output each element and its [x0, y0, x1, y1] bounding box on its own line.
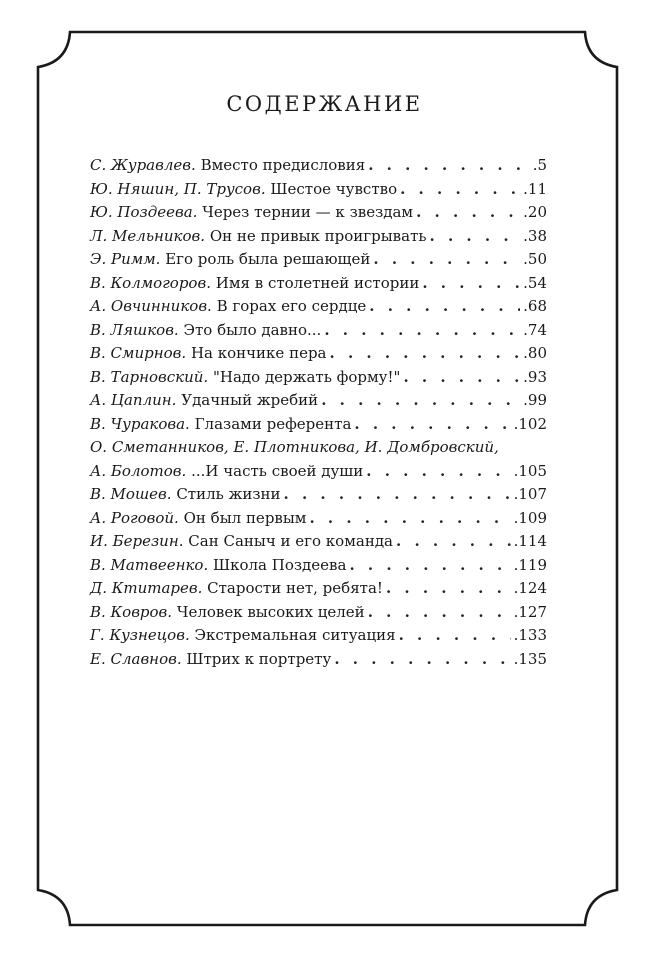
- toc-title: ...И часть своей души: [191, 461, 364, 480]
- dot-leader: [324, 321, 520, 339]
- toc-entry: [90, 203, 547, 227]
- dot-leader: [400, 180, 520, 198]
- toc-title: Штрих к портрету: [186, 649, 332, 668]
- dot-leader: [373, 250, 520, 268]
- toc-title: Глазами референта: [194, 414, 352, 433]
- toc-author: А. Овчинников.: [90, 297, 212, 315]
- toc-entry: [90, 250, 547, 274]
- toc-page-number: .102: [513, 414, 547, 433]
- page-title: СОДЕРЖАНИЕ: [226, 92, 423, 116]
- toc-entry: [90, 509, 547, 533]
- dot-leader: [349, 556, 510, 574]
- toc-author: В. Мошев.: [90, 485, 172, 503]
- toc-entry: [90, 344, 547, 368]
- toc-title: Его роль была решающей: [165, 250, 371, 268]
- dot-leader: [399, 626, 511, 644]
- toc-author: Э. Римм.: [90, 250, 161, 268]
- dot-leader: [386, 579, 511, 597]
- toc-author: В. Ляшков.: [90, 320, 179, 339]
- dot-leader: [330, 344, 521, 362]
- toc-entry: [90, 297, 547, 321]
- toc-page-number: .11: [523, 179, 547, 198]
- toc-author: С. Журавлев.: [90, 156, 196, 174]
- toc-entry: [90, 603, 547, 627]
- dot-leader: [430, 227, 521, 245]
- toc-author: В. Ковров.: [90, 602, 173, 621]
- toc-page-number: .93: [523, 367, 547, 386]
- toc-author: В. Смирнов.: [90, 344, 187, 362]
- dot-leader: [396, 532, 511, 550]
- toc-author: В. Тарновский.: [90, 367, 209, 386]
- toc-title: Имя в столетней истории: [215, 273, 420, 292]
- toc-entry: [90, 438, 547, 462]
- toc-page-number: .54: [523, 273, 547, 292]
- toc-page-number: .68: [523, 297, 547, 315]
- toc-page-number: .20: [523, 203, 547, 221]
- toc-title: Школа Поздеева: [213, 555, 347, 574]
- toc-page-number: .114: [513, 532, 547, 550]
- toc-page-number: .107: [513, 485, 547, 503]
- toc-entry: [90, 274, 547, 298]
- toc-title: Он не привык проигрывать: [209, 226, 427, 245]
- toc-title: Он был первым: [183, 508, 307, 527]
- toc-page-number: .109: [513, 508, 547, 527]
- toc-author: В. Чуракова.: [90, 414, 190, 433]
- dot-leader: [422, 274, 520, 292]
- toc-title: Экстремальная ситуация: [194, 626, 396, 644]
- toc-page-number: .119: [513, 555, 547, 574]
- toc-author: А. Роговой.: [90, 508, 179, 527]
- toc-page-number: .105: [513, 461, 547, 480]
- toc-entry: [90, 321, 547, 345]
- table-of-contents: [90, 156, 547, 673]
- toc-author: Г. Кузнецов.: [90, 626, 190, 644]
- toc-entry: [90, 556, 547, 580]
- toc-entry: [90, 626, 547, 650]
- toc-entry: [90, 532, 547, 556]
- toc-title: Через тернии — к звездам: [202, 203, 414, 221]
- toc-page-number: .133: [513, 626, 547, 644]
- dot-leader: [368, 603, 511, 621]
- toc-page-number: .99: [523, 391, 547, 409]
- toc-entry: [90, 391, 547, 415]
- toc-title: Шестое чувство: [270, 179, 398, 198]
- toc-entry: [90, 415, 547, 439]
- toc-title: На кончике пера: [190, 344, 327, 362]
- toc-title: Стиль жизни: [176, 485, 281, 503]
- toc-title: Человек высоких целей: [176, 602, 365, 621]
- toc-author: И. Березин.: [90, 532, 184, 550]
- toc-entry: [90, 156, 547, 180]
- toc-entry: [90, 180, 547, 204]
- dot-leader: [369, 297, 520, 315]
- toc-entry: [90, 650, 547, 674]
- toc-author: Д. Ктитарев.: [90, 579, 203, 597]
- toc-author: В. Колмогоров.: [90, 273, 211, 292]
- toc-author: Л. Мельников.: [90, 226, 206, 245]
- toc-title: Сан Саныч и его команда: [188, 532, 394, 550]
- toc-title: Старости нет, ребята!: [207, 579, 383, 597]
- toc-title: Удачный жребий: [181, 391, 319, 409]
- toc-author: Ю. Няшин, П. Трусов.: [90, 179, 266, 198]
- toc-page-number: .124: [513, 579, 547, 597]
- dot-leader: [354, 415, 510, 433]
- toc-page-number: .80: [523, 344, 547, 362]
- toc-page-number: .5: [532, 156, 547, 174]
- toc-entry: [90, 485, 547, 509]
- toc-page-number: .135: [513, 649, 547, 668]
- dot-leader: [416, 203, 520, 221]
- toc-page-number: .50: [523, 250, 547, 268]
- dot-leader: [334, 650, 510, 668]
- toc-entry: [90, 462, 547, 486]
- toc-author: Ю. Поздеева.: [90, 203, 198, 221]
- toc-entry: [90, 227, 547, 251]
- dot-leader: [309, 509, 510, 527]
- toc-title: Вместо предисловия: [200, 156, 366, 174]
- toc-page-number: .127: [513, 602, 547, 621]
- toc-page-number: .74: [523, 320, 547, 339]
- toc-author: А. Цаплин.: [90, 391, 177, 409]
- dot-leader: [321, 391, 520, 409]
- toc-author: Е. Славнов.: [90, 649, 182, 668]
- dot-leader: [366, 462, 510, 480]
- toc-author: А. Болотов.: [90, 461, 187, 480]
- toc-author: В. Матвеенко.: [90, 555, 209, 574]
- toc-title: В горах его сердце: [216, 297, 367, 315]
- dot-leader: [284, 485, 511, 503]
- toc-entry: [90, 579, 547, 603]
- toc-page-number: .38: [523, 226, 547, 245]
- toc-author: О. Сметанников, Е. Плотникова, И. Домбровский,: [90, 438, 499, 456]
- dot-leader: [368, 156, 529, 174]
- toc-title: "Надо держать форму!": [212, 367, 401, 386]
- toc-entry: [90, 368, 547, 392]
- toc-title: Это было давно...: [183, 320, 322, 339]
- dot-leader: [403, 368, 520, 386]
